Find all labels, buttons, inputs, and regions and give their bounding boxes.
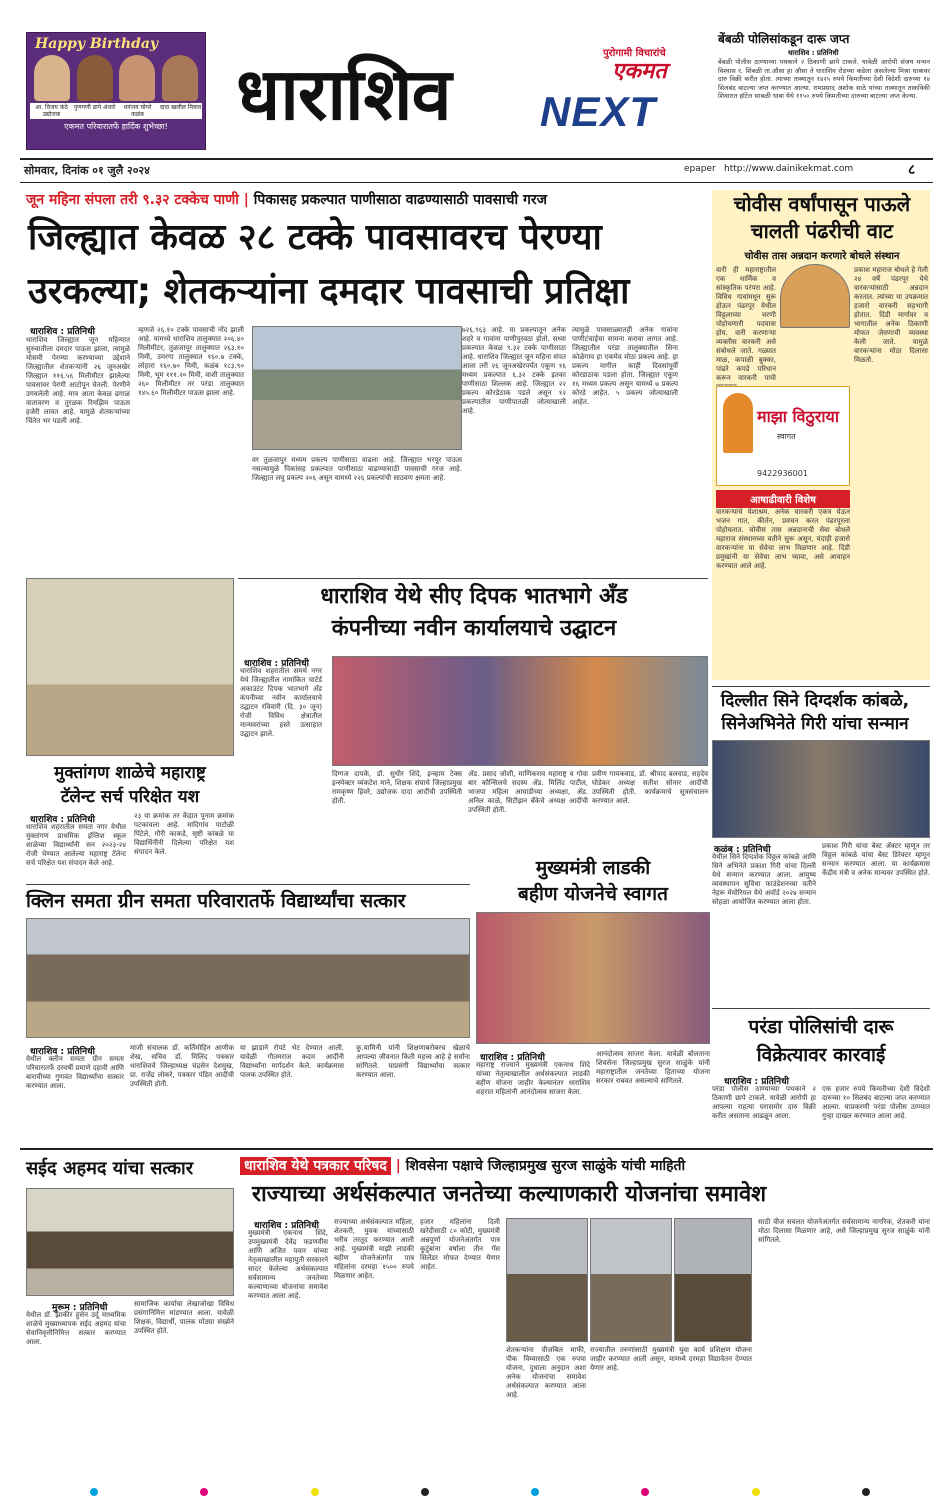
sayed-body-1: येथील डॉ. झाकीर हुसेन उर्दू माध्यमिक शाळेचे मुख्याध्यापक सईद अहमद यांचा सेवानिवृत्तीनिमित्त सत्कार करण्यात आला.: [26, 1311, 126, 1346]
ladki-headline-1: मुख्यमंत्री लाडकी: [535, 857, 651, 879]
shiv-press-photo-1: [506, 1218, 588, 1342]
shiv-press-photo-3: [674, 1218, 752, 1342]
main-kicker-red: जून महिना संपला तरी ९.३२ टक्केच पाणी: [26, 192, 239, 208]
rule-delhi: [712, 686, 930, 687]
registration-dot: [752, 1488, 760, 1496]
paranda-headline-1: परंडा पोलिसांची दारू: [748, 1016, 894, 1038]
main-col-1: धाराशिव जिल्ह्यात जून महिन्यात सुरुवातीला दमदार पाऊस झाला, त्यामुळे मोसमी पेरण्या करण्याच्या उद्देशाने जिल्ह्यातील शेतकऱ्यांनी २६ जूनअखेर जिल्ह्यात ११६.५६ मिलीमीटर झालेल्या पावसावर पेरणी आटोपून घेतली. पेरणीने उगवलेली आहे. मात्र आता केवळ ढगाळ वातावरण व तुरळक रिमझिम पाऊस हजेरी लावत आहे. यामुळे शेतकऱ्यांच्या चिंतेत भर पडली आहे.: [26, 336, 130, 425]
date-bar-rule: [20, 158, 933, 160]
school-body-2: २३ या क्रमांक तर केंद्रात पूनाम क्रमांक पटकावला आहे. मादिगांव पाटोळी पिंटेले, गौरी काकडे, सृष्टी कांबळे या विद्यार्थिनींनी दिलेल्या परिक्षेत यश संपादन केले.: [134, 812, 234, 856]
vithuraya-figure: [723, 393, 753, 453]
shiv-body-2: राज्याच्या अर्थसंकल्पात महिला, शेतकरी, युवक यांच्यासाठी भरीव तरतूद करण्यात आली आहे. मुख्यमंत्री माझी लाडकी बहीण योजनेअंतर्गत पात्र महिलांना दरमहा १५०० रुपये मिळणार आहेत.: [334, 1218, 414, 1280]
paranda-dateline: धाराशिव : प्रतिनिधी: [724, 1077, 789, 1087]
right-sub: चोवीस तास अन्नदान करणारे बोधले संस्थान: [744, 251, 900, 262]
shiv-press-photo-2: [590, 1218, 672, 1342]
shiv-body-3: हजार महिलांना दिली खरेदीसाठी ८० कोटी, मुख्यमंत्री अन्नपूर्णा योजनेअंतर्गत पात्र कुटुंबांना वर्षाला तीन गॅस सिलेंडर मोफत देण्यात येणार आहेत.: [420, 1218, 500, 1271]
avatar: [77, 55, 113, 101]
top-right-dateline: धाराशिव : प्रतिनिधी: [788, 49, 839, 57]
paranda-body-1: परंडा पोलीस ठाण्याच्या पथकाने २ ठिकाणी छापे टाकले. यावेळी आरोपी हा आपल्या राहत्या घरासमोर दारु विक्री करीत असताना आढळून आला.: [712, 1085, 816, 1120]
clean-headline: क्लिन समता ग्रीन समता परिवारातर्फे विद्यार्थ्यांचा सत्कार: [26, 890, 406, 912]
ca-headline-1: धाराशिव येथे सीए दिपक भातभागे अँड: [320, 584, 628, 609]
dam-photo: [252, 326, 462, 450]
ca-body-3: ॲड. प्रसाद जोशी, माणिकराव महाराष्ट्र व गोवा बार कौन्सिलचे सदस्य ॲड. मिलिंद पाटील, भाजपा महिला आघाडीच्या अध्यक्षा, ॲड. अनिल काळे, सिटीझन बँकेचे अध्यक्ष आदींची उपस्थिती होती.: [468, 770, 588, 814]
registration-dot: [311, 1488, 319, 1496]
delhi-headline-2: सिनेअभिनेते गिरी यांचा सन्मान: [721, 714, 909, 734]
delhi-dateline: कळंब : प्रतिनिधी: [714, 845, 771, 855]
right-headline-1: चोवीस वर्षांपासून पाऊले: [733, 192, 911, 216]
ca-body-4: प्रवीण गायकवाड, डॉ. श्रीपाद बलवाड, सहदेव घोडेकर अध्यक्ष सतीश सोनार आदींची उपस्थिती होती. कार्यक्रमाचे सूत्रसंचालन करण्यात आले.: [592, 770, 708, 805]
delhi-headline-1: दिल्लीत सिने दिग्दर्शक कांबळे,: [720, 691, 910, 711]
avatar: [119, 55, 155, 101]
clean-body-2: माजी संचालक डॉ. कर्तिमोहिन आणीक शेख, सचिव डॉ. मिलिंद पत्रकार धाराशिवचे जिल्हाध्यक्ष चंद्रसेन देशमुख, प्रा. राजेंद्र लोकरे, पत्रकार पंडित आदींची उपस्थिती होती.: [130, 1044, 234, 1088]
vithuraya-ad-phone: 9422936001: [757, 469, 808, 478]
ladki-headline-2: बहीण योजनेचे स्वागत: [518, 883, 668, 905]
shiv-kicker-red: धाराशिव येथे पत्रकार परिषद: [240, 1157, 391, 1175]
paranda-body-2: एक हजार रुपये किमतीच्या देशी विदेशी दारुच्या १० सिलबंद बाटल्या जप्त करण्यात आल्या. याप्रकरणी परंडा पोलीस ठाण्यात गुन्हा दाखल करण्यात आला आहे.: [822, 1085, 930, 1120]
vithuraya-ad-sub: स्वागत: [777, 432, 796, 441]
clean-body-4: कु.यामिनी यांनी शिक्षणाबरोबरच खेळाचे आपल्या जीवनात किती महत्त्व आहे हे सर्वांना सांगितले. याप्रसंगी विद्यार्थ्यांचा सत्कार करण्यात आला.: [356, 1044, 470, 1079]
main-kicker: [26, 190, 706, 209]
birthday-footer: एकमत परिवारातर्फे हार्दिक शुभेच्छा!: [64, 122, 168, 131]
rule-paranda: [712, 1008, 930, 1009]
rule-clean: [26, 884, 470, 885]
vithuraya-ad-title: माझा विठुराया: [757, 407, 839, 426]
clean-group-photo: [26, 918, 470, 1038]
main-col-2: म्हणजे २६.१० टक्के पावसाची नोंद झाली आहे. यामध्ये धाराशिव तालुक्यात २०६.४० मिलीमीटर, तुळजापूर तालुक्यात २६३.१० मिमी, उमरगा तालुक्यात १६०.७ टक्के, लोहारा १६०.७० मिमी, कळंब १८३.९० मिमी, भूम १११.२० मिमी, वाशी तालुक्यात २६० मिलीमीटर तर परंडा तालुक्यात १४५.६० मिलीमीटर पाऊस झाला आहे.: [138, 326, 244, 397]
website-link[interactable]: http://www.dainikekmat.com: [724, 164, 854, 174]
registration-dot: [90, 1488, 98, 1496]
right-body-right: प्रकाश महाराज बोधले हे गेली २४ वर्षे पंढरपूर येथे वारकऱ्यांसाठी अन्नदान करतात. त्यांच्या या उपक्रमात हजारो वारकरी सहभागी होतात. दिंडी मार्गावर व भागातील अनेक ठिकाणी मोफत जेवणाची व्यवस्था केली जाते. यामुळे वारकऱ्यांना मोठा दिलासा मिळतो.: [854, 266, 928, 364]
registration-dot: [200, 1488, 208, 1496]
masthead-title: धाराशिव: [236, 52, 451, 136]
sayed-body-2: सामाजिक कार्याचा लेखाजोखा विविध प्रसंगानिमित्त मांडण्यात आला. यावेळी शिक्षक, विद्यार्थी, पालक मोठ्या संख्येने उपस्थित होते.: [134, 1300, 234, 1335]
registration-dot: [862, 1488, 870, 1496]
avatar: [162, 55, 198, 101]
sayed-felicitation-photo: [26, 1188, 234, 1296]
delhi-body-1: येथील सिने दिग्दर्शक विठ्ठल कांबळे आणि सिने अभिनेते प्रकाश गिरी यांचा दिल्ली येथे सन्मान करण्यात आला. आयुष्य व्यवस्थापन सुविधा फाउंडेशनच्या वतीने नेहरू मेमोरियल येथे अवॉर्ड २०२४ सन्मान सोहळा आयोजित करण्यात आला होता.: [712, 853, 816, 906]
shiv-body-5: राज्यातील तरुणांसाठी मुख्यमंत्री युवा कार्य प्रशिक्षण योजना जाहीर करण्यात आली असून, यामध्ये दरमहा विद्यावेतन देण्यात येणार आहे.: [590, 1346, 752, 1372]
birthday-name: धनंजय घोगरे कळंब: [123, 104, 152, 118]
delhi-body-2: प्रकाश गिरी यांचा बेस्ट ॲक्टर म्हणून तर विठ्ठल कांबळे यांचा बेस्ट डिरेक्टर म्हणून सन्मान करण्यात आला. या कार्यक्रमास केंद्रीय मंत्री व अनेक मान्यवर उपस्थित होते.: [822, 842, 930, 877]
birthday-name: पुणगणी ढापे अंधारे: [73, 104, 116, 111]
next-logo: NEXT: [540, 88, 657, 135]
main-col-5: त्यामुळे पावसाळ्यातही अनेक गावांना पाणीटंचाईचा सामना करावा लागत आहे. जिल्ह्यातील परंडा तालुक्यातील सिना कोळेगाव हा एकमेव मोठा प्रकल्प आहे. हा प्रकल्प मागील काही दिवसांपूर्वी कोरडाठाक पडला होता. जिल्ह्यात एकूण १६ मध्यम प्रकल्प असून यामध्ये ७ प्रकल्प कोरडे आहेत. ५ प्रकल्प जोत्याखाली आहेत.: [572, 326, 678, 406]
registration-dot: [531, 1488, 539, 1496]
main-dateline: धाराशिव : प्रतिनिधी: [30, 327, 95, 337]
ca-headline-2: कंपनीच्या नवीन कार्यालयाचे उद्घाटन: [331, 616, 617, 641]
ca-body-2: दिग्गज दापके, डॉ. सुधीर शिंदे, इन्व्हाय टेक्स इन्स्पेक्टर व्यंकटेश माने, शिक्षक संघाचे जिल्हाप्रमुख रामकृष्ण हिवरे, उद्योजक दादा आदींची उपस्थिती होती.: [332, 770, 462, 805]
main-kicker-sep: |: [243, 192, 249, 208]
school-headline-1: मुक्तांगण शाळेचे महाराष्ट्र: [54, 763, 206, 783]
school-headline-2: टॅलेन्ट सर्च परिक्षेत यश: [60, 787, 200, 807]
ladki-body-2: आनंदोत्सव साजरा केला. यावेळी बोलताना शिवसेना जिल्हाप्रमुख सुरज साळुंके यांनी महाराष्ट्रातील जनतेच्या हिताच्या योजना सरकार राबवत असल्याचे सांगितले.: [596, 1050, 710, 1085]
rule-ca: [238, 578, 708, 579]
main-col-4: ७२६.९६३ आहे. या प्रकल्पातून अनेक शहरे व गावांना पाणीपुरवठा होतो. सध्या प्रकल्पात केवळ ९.३२ टक्के पाणीसाठा आहे. धाराशिव जिल्ह्यात जून महिना संपत आला तरी २६ जूनअखेरपर्यंत एकूण १६ मध्यम प्रकल्पात ६.३२ टक्के इतका पाणीसाठा शिल्लक आहे. जिल्ह्यात २२ प्रकल्प कोरडेठाक पडले असून १२ प्रकल्पातील पाणीपातळी जोत्याखाली आहे.: [462, 326, 567, 415]
rule-sayed: [20, 1148, 933, 1150]
school-body-1: धाराशिव शहरातील समता नगर येथील मुक्तांगण प्राथमिक इंग्लिश स्कूल शाळेच्या विद्यार्थ्यांनी सन २०२३-२४ रोजी घेण्यात आलेल्या महाराष्ट्र टॅलेन्ट सर्च परिक्षेत यश संपादन केले आहे.: [26, 823, 126, 867]
print-registration-marks: [90, 1488, 870, 1496]
paranda-headline-2: विक्रेत्यावर कारवाई: [756, 1044, 886, 1066]
birthday-name: आ. विजय कंठे उद्योजक: [35, 104, 68, 118]
top-right-headline: बेंबळी पोलिसांकडून दारू जप्त: [718, 32, 850, 46]
ekmat-logo: एकमत: [612, 59, 667, 84]
registration-dot: [641, 1488, 649, 1496]
main-headline-2: उरकल्या; शेतकऱ्यांना दमदार पावसाची प्रतिक्षा: [28, 271, 630, 312]
clean-dateline: धाराशिव : प्रतिनिधी: [30, 1047, 95, 1057]
school-students-photo: [26, 578, 234, 756]
shiv-body-6: साठी वीज सवलत योजनेअंतर्गत सर्वसामान्य नागरिक, शेतकरी यांना मोठा दिलासा मिळणार आहे, असे जिल्हाप्रमुख सुरज साळुंके यांनी सांगितले.: [758, 1218, 930, 1244]
clean-body-1: येथील क्लीन समता ग्रीन समता परिवारातर्फे दरवर्षी प्रमाणे दहावी आणि बारावीच्या गुणवंत विद्यार्थ्यांचा सत्कार करण्यात आला.: [26, 1055, 124, 1090]
shiv-kicker: [240, 1156, 930, 1175]
right-body-bottom: वारकऱ्यांचे येशाश्रम. अनेक वारकरी एकत्र येऊन भजन गात, कीर्तन, प्रवचन करत पंढरपूरला पोहोचतात. चोवीस तास अन्नदानाची सेवा बोधले महाराज संस्थानच्या वतीने सुरू असून, यंदाही हजारो वारकऱ्यांना या सेवेचा लाभ मिळणार आहे. दिंडी प्रमुखांनी या सेवेचा लाभ घ्यावा, असे आवाहन करण्यात आले आहे.: [716, 508, 850, 570]
top-right-body: बेंबळी पोलीस ठाण्याच्या पथकाने २ ठिकाणी छापे टाकले. यावेळी आरोपी संजय मन्मन विश्वास र. शिंबळी ता.औसा हा औसा ते धाराशिव रोडच्या कडेला असलेल्या मिश्रा धाबावर दारु विक्री करीत होता. त्याच्या ताब्यातून १४२५ रुपये किमतीच्या देशी विदेशी दारुच्या १४ सिलबंद बाटल्या जप्त करण्यात आल्या. रामप्रसाद अशोक साठे यांच्या ताब्यातून ताकविकी शिवारात हॉटेल साबळी धाबा येथे ११५० रुपये किमतीच्या दारुच्या बाटल्या जप्त केल्या.: [718, 58, 930, 100]
ekmat-tagline: पुरोगामी विचारांचे: [603, 48, 666, 59]
sayed-dateline: मुरूम : प्रतिनिधी: [52, 1303, 108, 1313]
delhi-award-photo: [712, 740, 930, 838]
right-headline-2: चालती पंढरीची वाट: [750, 219, 894, 243]
school-dateline: धाराशिव : प्रतिनिधी: [30, 815, 95, 825]
main-col-3: वर तुळजापुर मध्यम प्रकल्प पाणीसाठा वाढला आहे. जिल्ह्यात भरपूर पाऊस नसल्यामुळे पिकांसह प्रकल्पात पाणीसाठा वाढण्यासाठी पावसाची गरज आहे. जिल्ह्यात लघु प्रकल्प २०६ असून यामध्ये २२६ प्रकल्पांची साठवण क्षमता आहे.: [252, 456, 462, 482]
birthday-photos: [27, 55, 205, 101]
shiv-dateline: धाराशिव : प्रतिनिधी: [254, 1221, 319, 1231]
ladki-dateline: धाराशिव : प्रतिनिधी: [480, 1053, 545, 1063]
birthday-name: दादा खलील मित्राव: [159, 104, 202, 111]
birthday-title: Happy Birthday: [35, 36, 159, 52]
main-headline-1: जिल्ह्यात केवळ २८ टक्के पावसावरच पेरण्या: [28, 217, 602, 258]
ashadhi-tag: आषाढीवारी विशेष: [716, 490, 850, 508]
shiv-body-1: मुख्यमंत्री एकनाथ शिंदे, उपमुख्यमंत्री देवेंद्र फडणवीस आणि अजित पवार यांच्या नेतृत्वाखालील महायुती सरकारने सादर केलेल्या अर्थसंकल्पात सर्वसामान्य जनतेच्या कल्याणाच्या योजनांचा समावेश करण्यात आला आहे.: [248, 1229, 328, 1300]
shiv-kicker-rest: शिवसेना पक्षाचे जिल्हाप्रमुख सुरज साळुंके यांची माहिती: [405, 1158, 686, 1174]
page-number: ८: [908, 162, 916, 178]
maharaj-photo: [780, 264, 850, 328]
date-line: सोमवार, दिनांक ०१ जुलै २०२४: [24, 164, 150, 177]
shiv-kicker-sep: |: [395, 1158, 401, 1174]
main-kicker-rest: पिकासह प्रकल्पात पाणीसाठा वाढण्यासाठी पावसाची गरज: [253, 192, 547, 208]
right-body-left: वारी ही महाराष्ट्रातील एक धार्मिक व सांस्कृतिक परंपरा आहे. विविध गावांमधून सुरू होऊन पंढरपूर येथील विठ्ठलाच्या चरणी पोहोचणारी पदयात्रा होय. वारी करणाऱ्या व्यक्तीस वारकरी असे संबोधले जाते. गळ्यात माळ, कपाळी बुक्का, पांढरे कपडे परिधान करून वारकरी पायी: [716, 266, 776, 382]
clean-body-3: या झाडाने रोपटे भेट देण्यात आली. यावेळी गौतमराज कदम आदींनी विद्यार्थ्यांना मार्गदर्शन केले. कार्यक्रमास पालक उपस्थित होते.: [240, 1044, 344, 1079]
birthday-box: [26, 32, 206, 150]
vithuraya-ad: [716, 386, 850, 486]
ca-dateline: धाराशिव : प्रतिनिधी: [244, 659, 309, 669]
shiv-headline: राज्याच्या अर्थसंकल्पात जनतेच्या कल्याणकारी योजनांचा समावेश: [252, 1182, 767, 1207]
epaper-label: epaper: [684, 164, 716, 174]
shiv-body-4: शेतकऱ्यांना वीजबिल माफी, पीक विम्यासाठी एक रुपया योजना, दुधाला अनुदान अशा अनेक योजनांचा समावेश अर्थसंकल्पात करण्यात आला आहे.: [506, 1346, 586, 1399]
date-bar-rule-bottom: [20, 182, 933, 183]
ca-body-1: धाराशिव शहरातील समर्थ नगर येथे जिल्ह्यातील नामांकित चार्टर्ड अकाउंटंट दिपक भातभागे अँड कंपनीच्या नवीन कार्यालयाचे उद्घाटन रविवारी (दि. ३० जून) रोजी विविध क्षेत्रातील मान्यवरांच्या हस्ते उत्साहात उद्घाटन झाले.: [240, 667, 322, 738]
ca-inauguration-photo: [332, 656, 708, 766]
sayed-headline: सईद अहमद यांचा सत्कार: [26, 1158, 194, 1179]
ladki-celebration-photo: [476, 912, 710, 1044]
registration-dot: [421, 1488, 429, 1496]
avatar: [34, 55, 70, 101]
ladki-body-1: महाराष्ट्र राज्याने मुख्यमंत्री एकनाथ शिंदे यांच्या नेतृत्वाखालील अर्थसंकल्पात लाडकी बहीण योजना जाहीर केल्यानंतर धाराशिव शहरात महिलांनी आनंदोत्सव साजरा केला.: [476, 1061, 590, 1096]
birthday-names: [30, 103, 202, 119]
